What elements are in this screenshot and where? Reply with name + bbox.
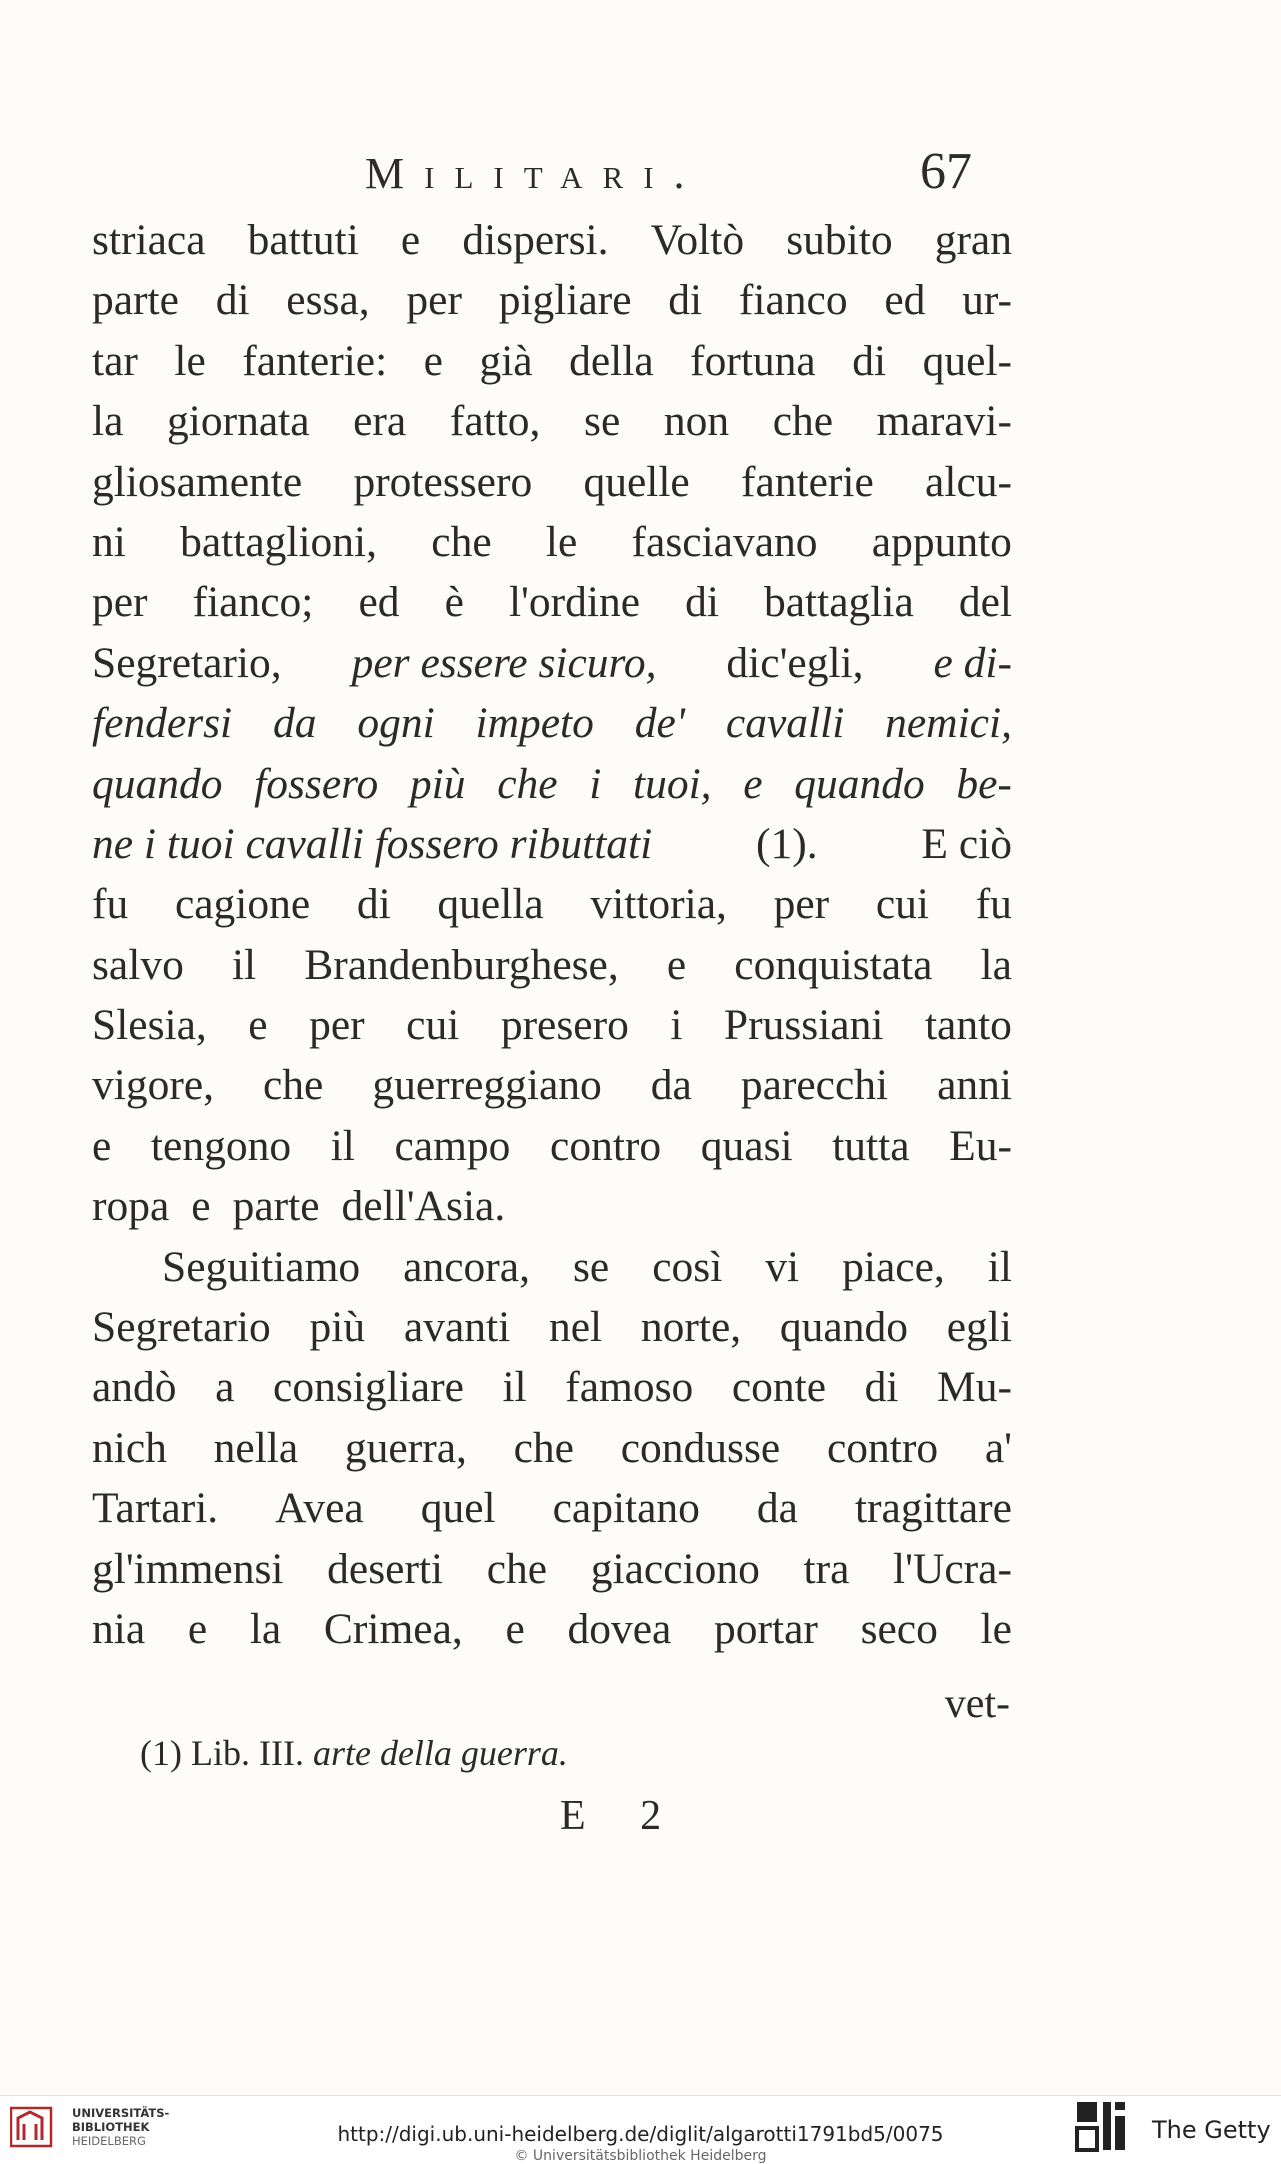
text-line [92,1418,1012,1478]
word: nella [213,1423,299,1472]
word: non [663,397,730,446]
getty-sponsor: The Getty [1152,2116,1271,2144]
word: se [572,1242,610,1291]
signature-mark: E 2 [560,1793,684,1839]
text-line [92,1357,1012,1417]
word: norte, [640,1303,742,1352]
word: le [174,336,206,385]
word: Mu- [937,1363,1012,1412]
word: quando [779,1303,908,1352]
word: più [309,1303,366,1352]
text-line [92,995,1012,1055]
text-line [92,210,1012,270]
word: a [215,1363,235,1412]
text-line [92,754,1012,814]
word: contro [826,1423,939,1472]
word: vigore, [92,1061,215,1110]
word: e [743,759,763,808]
word: battaglioni, [180,517,378,566]
text-line [92,270,1012,330]
word: e [191,1182,211,1231]
word: che [262,1061,324,1110]
text-line [92,1237,1012,1297]
word: da [272,699,317,748]
word: fianco; [192,578,314,627]
word: condusse [620,1423,781,1472]
getty-logo-icon [1075,2100,1127,2152]
word: battaglia [763,578,914,627]
word: fasciavano [631,517,818,566]
word: e [400,216,421,264]
word: più [409,759,466,808]
word: consigliare [273,1363,464,1412]
word: essa, [286,276,370,325]
text-line [92,693,1012,753]
word: giacciono [590,1544,760,1593]
word: da [650,1061,692,1110]
word: dell'Asia. [341,1182,506,1231]
word: protessero [353,457,533,506]
word: quando [92,759,223,808]
word: quasi [700,1121,793,1170]
word: il [330,1121,355,1170]
word: tutta [832,1121,910,1170]
word: l'ordine [508,578,641,627]
word: conte [731,1363,827,1412]
word: cui [406,1001,460,1050]
text-line [92,1478,1012,1538]
library-name-line: BIBLIOTHEK [72,2120,150,2134]
word: dic'egli, [726,638,864,687]
word: e [92,1121,112,1170]
word: ni [92,517,126,566]
text-line [92,331,1012,391]
word: Segretario [92,1303,271,1352]
text-line [92,1297,1012,1357]
text-line [92,1539,1012,1599]
word: era [353,397,407,446]
word: che [486,1544,548,1593]
word: Tartari. [92,1484,219,1533]
word: e [423,336,443,385]
word: fu [975,880,1012,929]
word: ed [358,578,400,627]
word: (1). [756,819,818,868]
word: gl'immensi [92,1544,284,1593]
word: che [513,1423,574,1472]
text-line [92,452,1012,512]
word: tragittare [854,1484,1012,1533]
word: piace, [842,1242,945,1291]
word: di [864,1363,899,1412]
word: che [431,517,492,566]
word: giornata [167,397,310,446]
word: Avea [275,1484,364,1533]
word: striaca [92,216,206,264]
footnote-title: arte della guerra. [312,1733,568,1773]
word: cui [875,880,929,929]
word: se [584,397,621,446]
word: ropa [92,1182,170,1231]
footnote-marker: (1) [140,1733,182,1773]
word: fianco [738,276,848,325]
word: fatto, [449,397,541,446]
word: Slesia, [92,1001,207,1050]
word: alcu- [925,457,1012,506]
word: per [309,1001,365,1050]
word: per [773,880,830,929]
word: vi [765,1242,800,1291]
word: quel [420,1484,496,1533]
word: di [668,276,703,325]
word: di [215,276,250,325]
word: dovea [567,1604,672,1653]
copyright-notice: © Universitätsbibliothek Heidelberg [514,2148,767,2164]
word: quelle [583,457,690,506]
word: parte [232,1182,320,1231]
word: Crimea, [323,1604,463,1653]
word: il [231,940,257,989]
library-name-line: UNIVERSITÄTS- [72,2106,170,2120]
word: l'Ucra- [893,1544,1012,1593]
word: del [958,578,1012,627]
word: subito [786,216,893,264]
word: di [852,336,887,385]
text-line [92,814,1012,874]
word: deserti [327,1544,444,1593]
word: contro [550,1121,662,1170]
word: le [545,517,578,566]
word: seco [860,1604,938,1653]
word: Eu- [949,1121,1012,1170]
word: fortuna [690,336,816,385]
word: il [502,1363,527,1412]
word: dispersi. [462,216,609,264]
word: già [479,336,533,385]
word: che [772,397,834,446]
word: impeto [475,699,594,748]
page-number: 67 [920,143,972,200]
word: la [980,940,1012,989]
word: salvo [92,940,184,989]
word: nia [92,1604,146,1653]
word: appunto [871,517,1012,566]
word: è [444,578,464,627]
word: e [666,940,687,989]
text-line [92,512,1012,572]
word: cagione [174,880,311,929]
word: da [756,1484,798,1533]
word: quando [794,759,925,808]
word: presero [500,1001,629,1050]
word: Seguitiamo [162,1242,361,1291]
word: di [685,578,719,627]
word: le [980,1604,1012,1653]
word: e [505,1604,525,1653]
word: battuti [247,216,359,264]
word: fossero [254,759,379,808]
word: per [406,276,462,325]
word: e [187,1604,208,1653]
word: conquistata [734,940,933,989]
word: Voltò [650,216,745,264]
word: ed [884,276,926,325]
catchword: vet- [944,1681,1010,1727]
word: la [92,397,124,446]
word: tuoi, [633,759,712,808]
word: e [248,1001,268,1050]
word: la [249,1604,282,1653]
text-line [92,572,1012,632]
word: tar [92,336,138,385]
permalink-url[interactable]: http://digi.ub.uni-heidelberg.de/diglit/algarotti1791bd5/0075 [337,2122,944,2146]
word: fanterie: [242,336,388,385]
word: ancora, [403,1242,530,1291]
word: il [987,1242,1012,1291]
word: be- [956,759,1012,808]
word: parte [92,276,179,325]
word: tengono [150,1121,292,1170]
word: così [652,1242,723,1291]
word: ne i tuoi cavalli fossero ributtati [92,819,653,868]
word: nich [92,1423,167,1472]
word: ogni [357,699,435,748]
word: nemici, [885,699,1012,748]
word: capitano [552,1484,700,1533]
text-line [92,633,1012,693]
text-line [92,1176,1012,1236]
word: andò [92,1363,177,1412]
word: fu [92,880,129,929]
word: campo [394,1121,511,1170]
word: egli [946,1303,1012,1352]
text-line [92,391,1012,451]
word: portar [714,1604,818,1653]
page-header [0,143,1281,208]
text-line [92,1055,1012,1115]
word: famoso [565,1363,694,1412]
word: per [92,578,148,627]
word: pigliare [498,276,632,325]
word: E ciò [921,819,1012,868]
word: a' [984,1423,1012,1472]
word: parecchi [740,1061,889,1110]
word: che [497,759,558,808]
word: per essere sicuro, [351,638,657,687]
word: gliosamente [92,457,303,506]
word: cavalli [725,699,845,748]
footnote [140,1732,568,1774]
footnote-ref: Lib. III. [190,1733,304,1773]
running-title: Militari. [365,149,705,198]
word: di [356,880,391,929]
word: tanto [924,1001,1012,1050]
word: fendersi [92,699,233,748]
word: gran [934,216,1012,264]
word: quella [437,880,544,929]
word: vittoria, [590,880,727,929]
word: Prussiani [723,1001,884,1050]
body-text [92,210,1012,1659]
word: maravi- [876,397,1012,446]
word: guerreggiano [372,1061,602,1110]
word: i [670,1001,683,1050]
text-line [92,1599,1012,1659]
word: anni [937,1061,1012,1110]
word: ur- [962,276,1012,325]
word: guerra, [344,1423,467,1472]
word: nel [548,1303,603,1352]
word: avanti [403,1303,511,1352]
word: della [569,336,654,385]
word: Brandenburghese, [304,940,619,989]
word: i [589,759,602,808]
text-line [92,935,1012,995]
word: tra [803,1544,850,1593]
word: e di- [933,638,1012,687]
text-line [92,1116,1012,1176]
word: de' [634,699,686,748]
word: Segretario, [92,638,282,687]
word: quel- [922,336,1012,385]
library-name-line: HEIDELBERG [72,2134,146,2148]
text-line [92,874,1012,934]
word: fanterie [740,457,874,506]
